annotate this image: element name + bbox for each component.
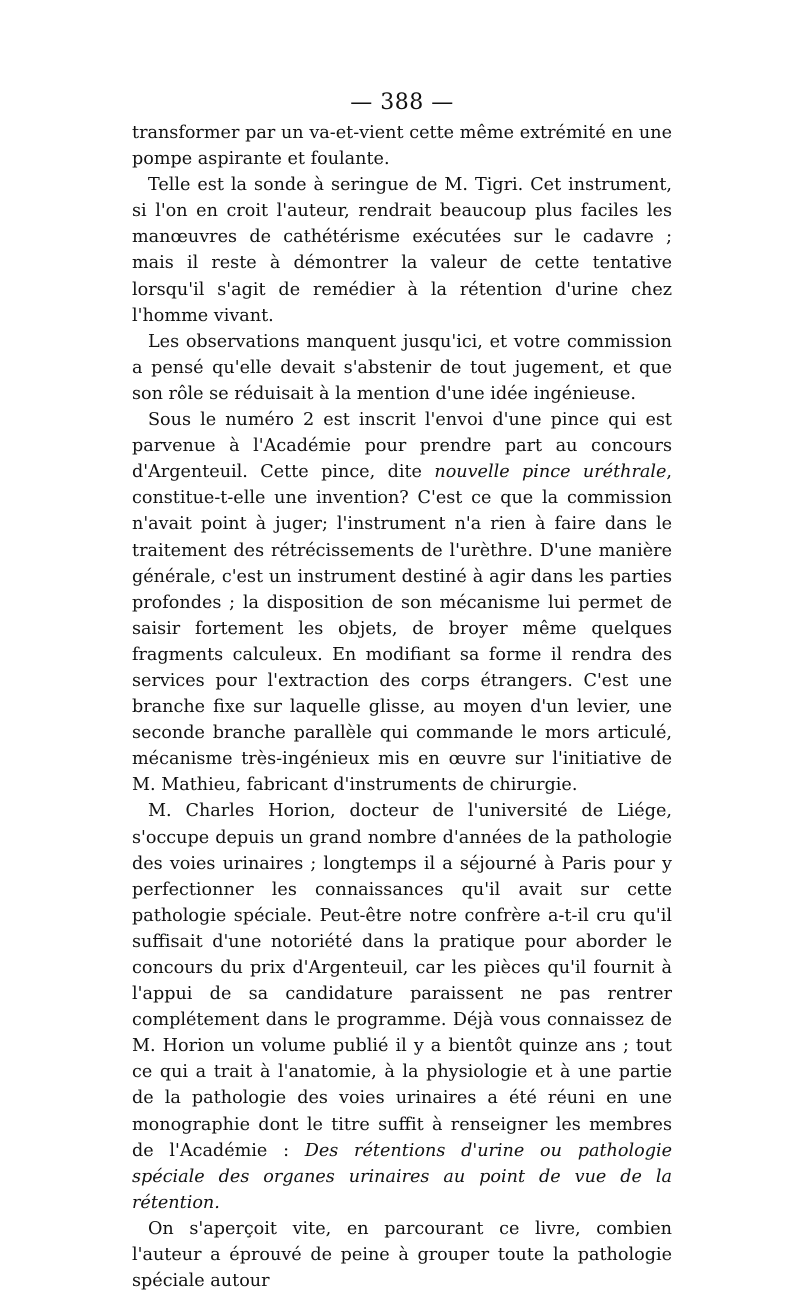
text-segment: On s'aperçoit vite, en parcourant ce livre, combien l'auteur a éprouvé de peine à grouper toute la pathologie spéciale autour (132, 1218, 672, 1292)
text-segment: M. Charles Horion, docteur de l'université de Liége, s'occupe depuis un grand nombre d'années de la pathologie des voies urinaires ; longtemps il a séjourné à Paris pour y perfectionner les connaissances qu'il avait sur cette pathologie spéciale. Peut-être notre confrère a-t-il cru qu'il suffisait d'une notoriété dans la pratique pour aborder le concours du prix d'Argenteuil, car les pièces qu'il fournit à l'appui de sa candidature paraissent ne pas rentrer complétement dans le programme. Déjà vous connaissez de M. Horion un volume publié il y a bientôt quinze ans ; tout ce qui a trait à l'anatomie, à la physiologie et à une partie de la pathologie des voies urinaires a été réuni en une monographie dont le titre suffit à renseigner les membres de l'Académie : (132, 801, 672, 1161)
paragraph-observations (132, 329, 672, 407)
paragraph-horion (132, 798, 672, 1216)
paragraph-continued (132, 120, 672, 172)
body-text (132, 120, 672, 1294)
text-segment: Sous le numéro 2 est inscrit l'envoi d'une pince qui est parvenue à l'Académie pour prendre part au concours d'Argenteuil. Cette pince, dite (132, 410, 672, 483)
italic-title: nouvelle pince uréthrale (434, 462, 667, 483)
page-number: — 388 — (350, 90, 454, 115)
text-segment: Telle est la sonde à seringue de M. Tigri. Cet instrument, si l'on en croit l'auteur, rendrait beaucoup plus faciles les manœuvres de cathétérisme exécutées sur le cadavre ; mais il reste à démontrer la valeur de cette tentative lorsqu'il s'agit de remédier à la rétention d'urine chez l'homme vivant. (132, 175, 672, 326)
paragraph-conclusion (132, 1216, 672, 1294)
text-segment: transformer par un va-et-vient cette même extrémité en une pompe aspirante et foulante. (132, 123, 672, 170)
book-page (132, 88, 672, 1294)
paragraph-tigri-sonde (132, 172, 672, 329)
paragraph-pince-uretrale (132, 407, 672, 798)
text-segment: , constitue-t-elle une invention? C'est ce que la commission n'avait point à juger; l'instrument n'a rien à faire dans le traitement des rétrécissements de l'urèthre. D'une manière générale, c'est un instrument destiné à agir dans les parties profondes ; la disposition de son mécanisme lui permet de saisir fortement les objets, de broyer même quelques fragments calculeux. En modifiant sa forme il rendra des services pour l'extraction des corps étrangers. C'est une branche fixe sur laquelle glisse, au moyen d'un levier, une seconde branche parallèle qui commande le mors articulé, mécanisme très-ingénieux mis en œuvre sur l'initiative de M. Mathieu, fabricant d'instruments de chirurgie. (132, 462, 672, 796)
italic-book-title: Des rétentions d'urine ou pathologie spéciale des organes urinaires au point de vue de la rétention. (132, 1140, 672, 1213)
text-segment: Les observations manquent jusqu'ici, et votre commission a pensé qu'elle devait s'abstenir de tout jugement, et que son rôle se réduisait à la mention d'une idée ingénieuse. (132, 331, 672, 404)
